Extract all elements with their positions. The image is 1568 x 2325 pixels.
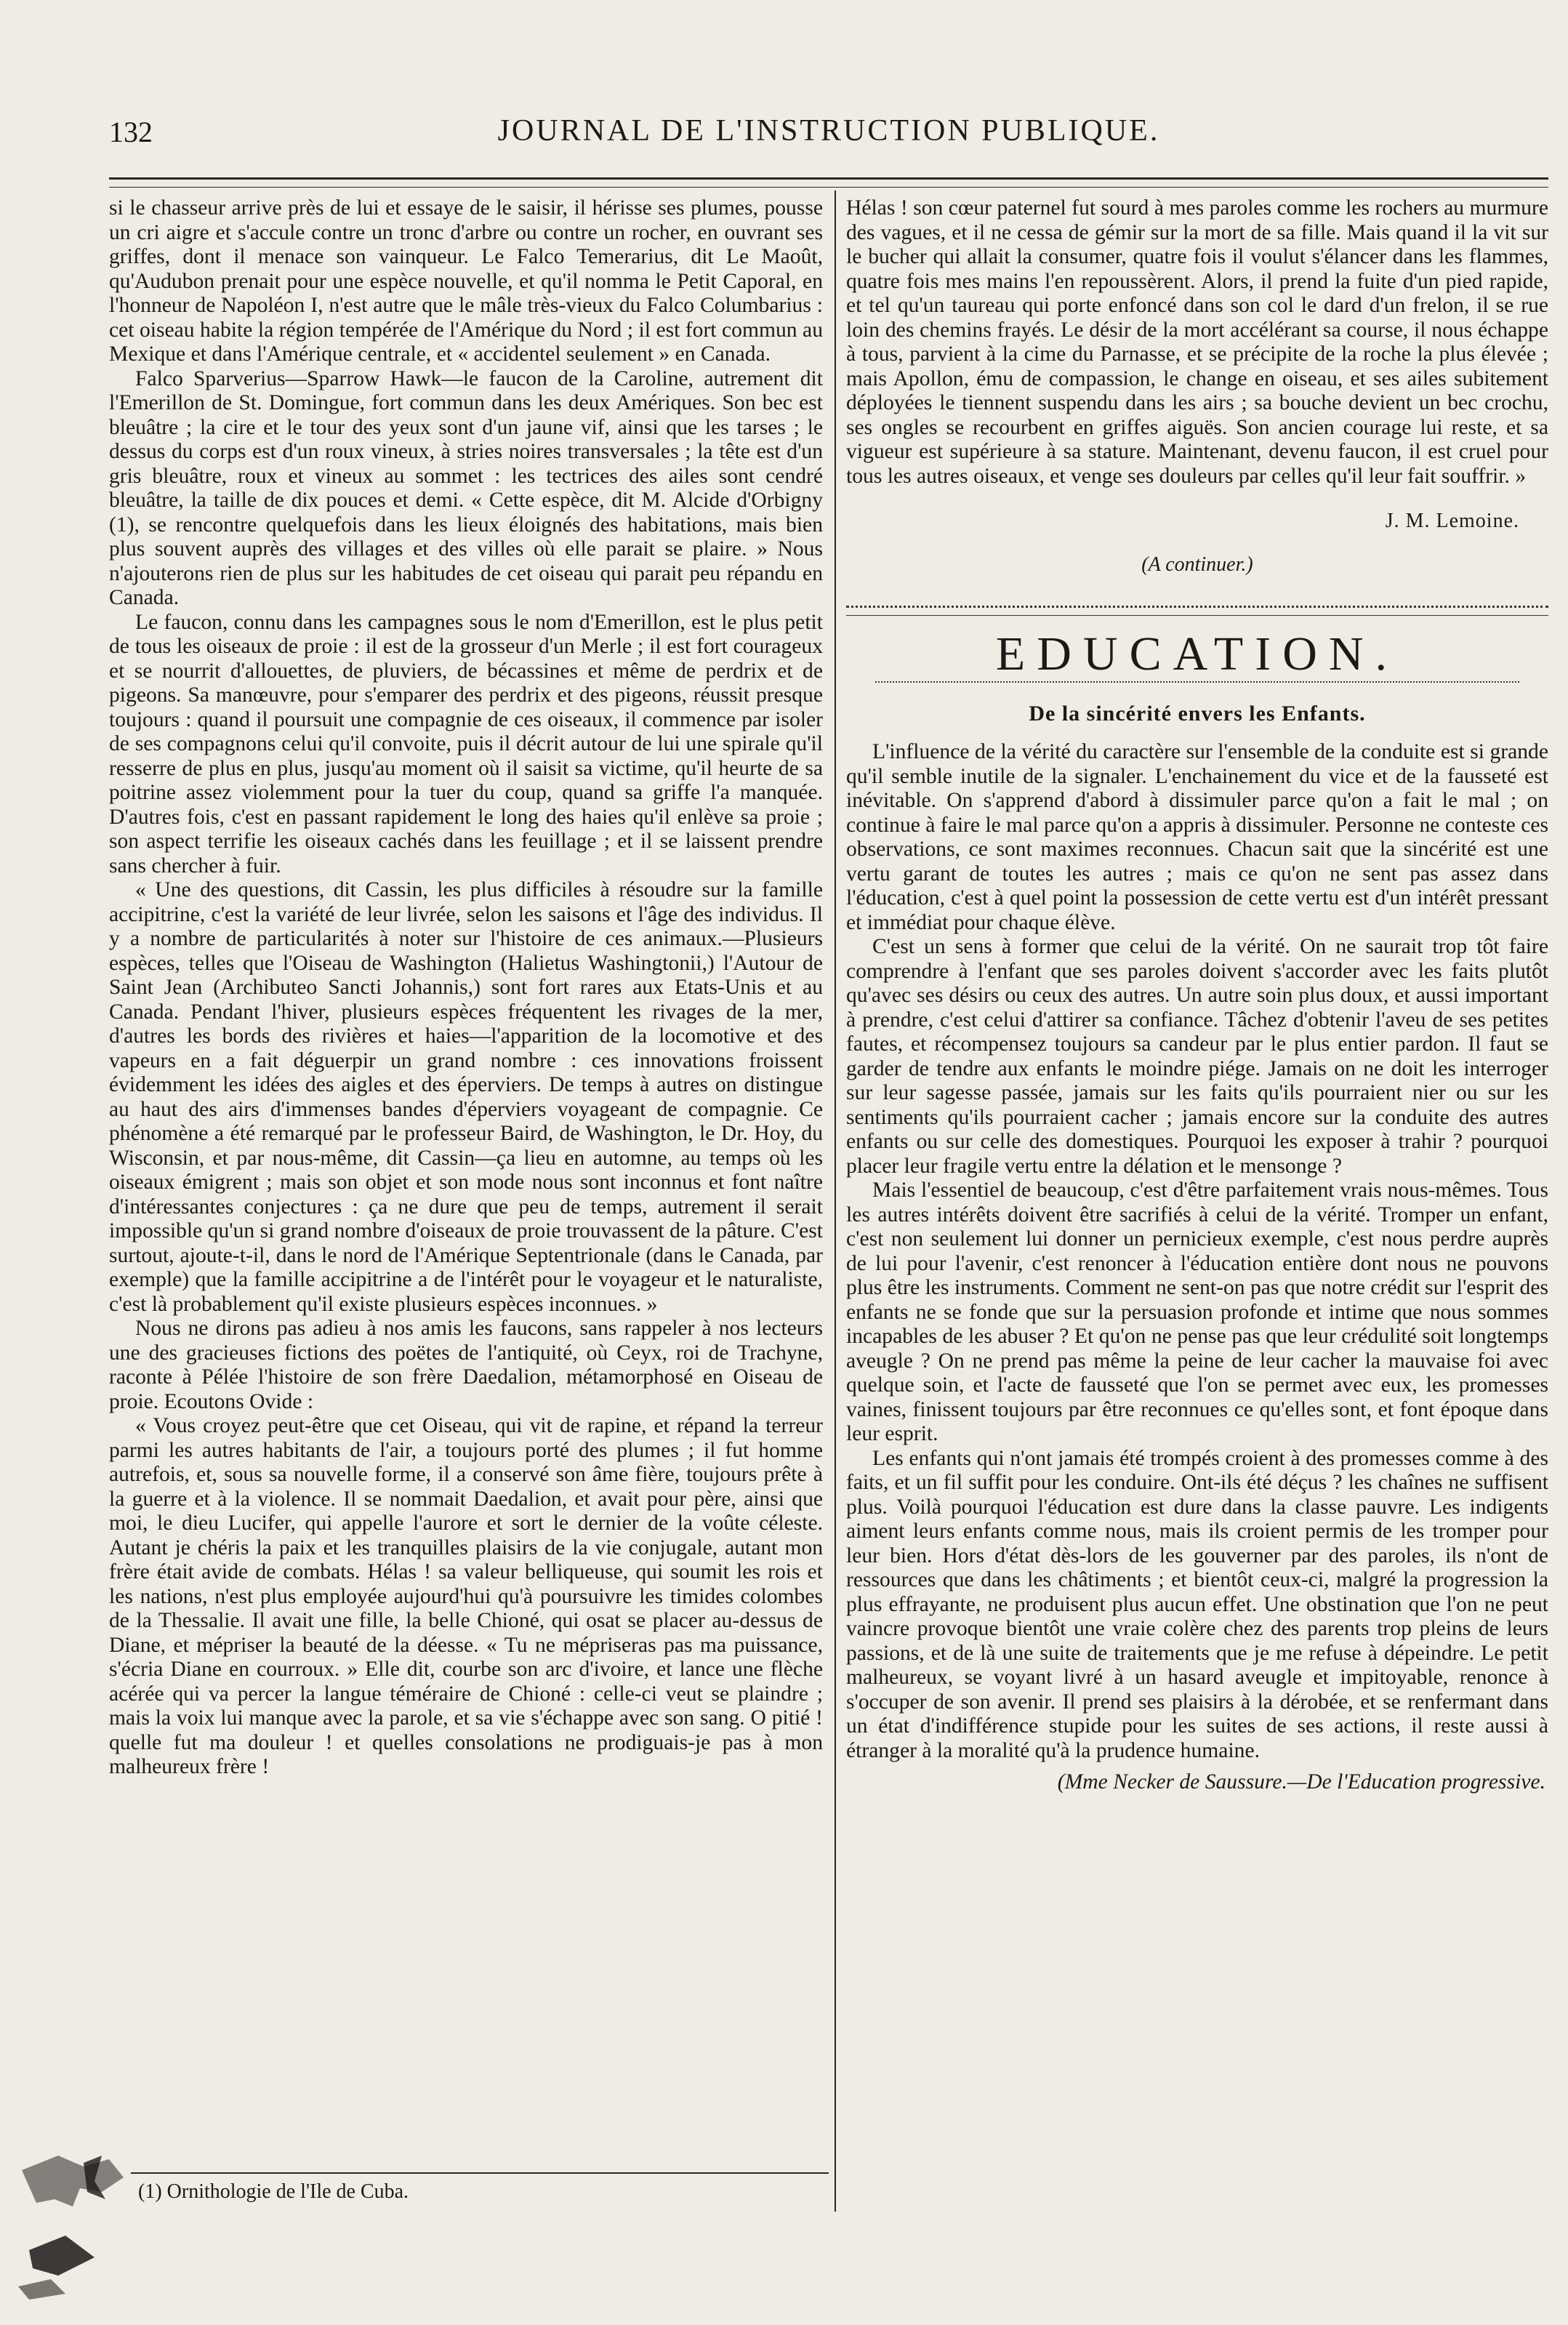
continued-note: (A continuer.)	[1141, 553, 1253, 576]
left-column	[109, 196, 823, 1780]
title-rule	[875, 681, 1519, 683]
education-paragraph: Mais l'essentiel de beaucoup, c'est d'être parfaitement vrais nous-mêmes. Tous les autres intérêts doivent être sacrifiés à celui de la vérité. Tromper un enfant, c'est non seulement lui donner un pernicieux exemple, c'est nous perdre auprès de lui pour l'avenir, c'est renoncer à l'éducation entière dont nous ne pouvons plus être les instruments. Comment ne sent-on pas que notre crédit sur l'esprit des enfants ne se fonde que sur la persuasion profonde et intime que nous sommes incapables de les abuser ? Et qu'on ne pense pas que leur crédulité soit longtemps aveugle ? On ne prend pas même la peine de leur cacher la mauvaise foi avec quelque soin, et l'acte de fausseté que l'on se permet avec eux, les promesses vaines, finissent toujours par être reconnues ce qu'elles sont, et font époque dans leur esprit.	[846, 1178, 1548, 1445]
left-paragraph: Nous ne dirons pas adieu à nos amis les faucons, sans rappeler à nos lecteurs une des gracieuses fictions des poëtes de l'antiquité, où Ceyx, roi de Trachyne, raconte à Pélée l'histoire de son frère Daedalion, métamorphosé en Oiseau de proie. Ecoutons Ovide :	[109, 1317, 823, 1413]
section-rule	[846, 606, 1548, 616]
left-paragraph: Falco Sparverius—Sparrow Hawk—le faucon de la Caroline, autrement dit l'Emerillon de St. Domingue, fort commun dans les deux Amériques. Son bec est bleuâtre ; la cire et le tour des yeux sont d'un jaune vif, ainsi que les tarses ; le dessus du corps est d'un roux vineux, à stries noires transversales ; la tête est d'un gris bleuâtre, roux et vineux au sommet : les tectrices des ailes sont cendré bleuâtre, la taille de dix pouces et demi. « Cette espèce, dit M. Alcide d'Orbigny (1), se rencontre quelquefois dans les lieux éloignés des habitations, mais bien plus souvent auprès des villages et des villes où elle parait se plaire. » Nous n'ajouterons rien de plus sur les habitudes de cet oiseau qui parait peu répandu en Canada.	[109, 366, 823, 609]
left-paragraph: Le faucon, connu dans les campagnes sous le nom d'Emerillon, est le plus petit de tous les oiseaux de proie : il est de la grosseur d'un Merle ; il est fort courageux et se nourrit d'allouettes, de pluviers, de bécassines et même de perdrix et de pigeons. Sa manœuvre, pour s'emparer des perdrix et des pigeons, réussit presque toujours : quand il poursuit une compagnie de ces oiseaux, il commence par isoler de ses compagnons celui qu'il convoite, puis il décrit autour de lui une spirale qu'il resserre de plus en plus, jusqu'au moment où il saisit sa victime, qu'il heurte de sa poitrine assez violemment pour la tuer du coup, quand sa griffe l'a manquée. D'autres fois, c'est en passant rapidement le long des haies qu'il enlève sa proie ; son aspect terrifie les oiseaux cachés dans les feuillage ; et il se laissent prendre sans chercher à fuir.	[109, 610, 823, 878]
article-title: De la sincérité envers les Enfants.	[1029, 701, 1366, 726]
education-paragraph: L'influence de la vérité du caractère sur l'ensemble de la conduite est si grande qu'il semble inutile de la signaler. L'enchainement du vice et de la fausseté est inévitable. On s'apprend d'abord à dissimuler parce qu'on a fait le mal ; on continue à faire le mal parce qu'on a appris à dissimuler. Personne ne conteste ces observations, ce sont maximes reconnues. Chacun sait que la sincérité est une vertu garant de toutes les autres ; mais ce qu'on ne sent pas assez dans l'éducation, c'est à quel point la possession de cette vertu est d'un intérêt pressant et immédiat pour chaque élève.	[846, 740, 1548, 934]
footnote-rule	[131, 2172, 829, 2174]
left-paragraph: « Vous croyez peut-être que cet Oiseau, qui vit de rapine, et répand la terreur parmi les autres habitants de l'air, a toujours porté des plumes ; il fut homme autrefois, et, sous sa nouvelle forme, il a conservé son âme fière, toujours prête à la guerre et à la violence. Il se nommait Daedalion, et avait pour père, ainsi que moi, le dieu Lucifer, qui appelle l'aurore et sort le dernier de la voûte céleste. Autant je chéris la paix et les tranquilles plaisirs de la vie conjugale, autant mon frère était avide de combats. Hélas ! sa valeur belliqueuse, qui soumit les rois et les nations, n'est plus employée aujourd'hui qu'à poursuivre les timides colombes de la Thessalie. Il avait une fille, la belle Chioné, qui osat se placer au-dessus de Diane, et mépriser la beauté de la déesse. « Tu ne mépriseras pas ma puissance, s'écria Diane en courroux. » Elle dit, courbe son arc d'ivoire, et lance une flèche acérée qui va percer la langue téméraire de Chioné : celle-ci veut se plaindre ; mais la voix lui manque avec la parole, et sa vie s'échappe avec son sang. O pitié ! quelle fut ma douleur ! et quelles consolations ne prodiguais-je pas à mon malheureux frère !	[109, 1414, 823, 1778]
right-top-paragraph: Hélas ! son cœur paternel fut sourd à mes paroles comme les rochers au murmure des vagues, et il ne cessa de gémir sur la mort de sa fille. Mais quand il la vit sur le bucher qui allait la consumer, quatre fois il voulut s'élancer dans les flammes, quatre fois mes mains l'en repoussèrent. Alors, il prend la fuite d'un pied rapide, et tel qu'un taureau qui porte enfoncé dans son col le dard d'un frelon, il se rue loin des chemins frayés. Le désir de la mort accélérant sa course, il nous échappe à tous, parvient à la cime du Parnasse, et se précipite de la roche la plus élevée ; mais Apollon, ému de compassion, le change en oiseau, et ses ailes subitement déployées le tiennent suspendu dans les airs ; sa bouche devient un bec crochu, ses ongles se recourbent en griffes aiguës. Son ancien courage lui reste, et sa vigueur est supérieure à sa stature. Maintenant, devenu faucon, il est cruel pour tous les autres oiseaux, et venge ses douleurs par celles qu'il leur fait souffrir. »	[846, 196, 1548, 488]
attribution: (Mme Necker de Saussure.—De l'Education progressive.	[1057, 1770, 1545, 1794]
education-paragraph: C'est un sens à former que celui de la vérité. On ne saurait trop tôt faire comprendre à l'enfant que ses paroles doivent s'accorder avec les faits plutôt qu'avec ses désirs ou ceux des autres. Un autre soin plus doux, et aussi important à prendre, c'est celui d'attirer sa confiance. Tâchez d'obtenir l'aveu de ses petites fautes, et récompensez toujours sa candeur par le plus entier pardon. Il faut se garder de tendre aux enfants le moindre piége. Jamais on ne doit les interroger sur leur sagesse passée, jamais sur les faits qu'ils pourraient nier ou sur les sentiments qu'ils pourraient cacher ; jamais encore sur la conduite des autres enfants ou sur celle des domestiques. Pourquoi les exposer à trahir ? pourquoi placer leur fragile vertu entre la délation et le mensonge ?	[846, 935, 1548, 1178]
header-rule	[109, 177, 1548, 188]
journal-title: JOURNAL DE L'INSTRUCTION PUBLIQUE.	[497, 114, 1160, 148]
education-paragraph: Les enfants qui n'ont jamais été trompés croient à des promesses comme à des faits, et un fil suffit pour les conduire. Ont-ils été déçus ? les chaînes ne suffisent plus. Voilà pourquoi l'éducation est dure dans la classe pauvre. Les indigents aiment leurs enfants comme nous, mais ils croient permis de les tromper pour leur bien. Hors d'état dès-lors de les gouverner par des paroles, ils n'ont de ressources que dans les châtiments ; et bientôt ceux-ci, malgré la progression la plus effrayante, ne produisent plus aucun effet. Une obstination que l'on ne peut vaincre provoque bientôt une vraie colère chez des parents trop pleins de leurs passions, et de là une suite de traitements que je me refuse à dépeindre. Le petit malheureux, se voyant livré à un hasard aveugle et impitoyable, renonce à s'occuper de son avenir. Il prend ses plaisirs à la dérobée, et se renfermant dans un état d'indifférence stupide pour les suites de ses actions, il reste aussi à étranger à la moralité qu'à la prudence humaine.	[846, 1446, 1548, 1762]
left-paragraph: « Une des questions, dit Cassin, les plus difficiles à résoudre sur la famille accipitrine, c'est la variété de leur livrée, selon les saisons et l'âge des individus. Il y a nombre de particularités à noter sur l'histoire de ces animaux.—Plusieurs espèces, telles que l'Oiseau de Washington (Halietus Washingtonii,) l'Autour de Saint Jean (Archibuteo Sancti Johannis,) sont fort rares aux Etats-Unis et au Canada. Pendant l'hiver, plusieurs espèces fréquentent les rivages de la mer, d'autres les bords des rivières et haies—l'apparition de la locomotive et des vapeurs en a fait déguerpir un grand nombre : ces innovations froissent évidemment les idées des aigles et des éperviers. De temps à autres on distingue au haut des airs d'immenses bandes d'éperviers voyageant de compagnie. Ce phénomène a été remarqué par le professeur Baird, de Washington, le Dr. Hoy, du Wisconsin, et par nous-même, dit Cassin—ça lieu en automne, au temps où les oiseaux émigrent ; mais son objet et son mode nous sont inconnus et font naître d'intéressantes conjectures : ça ne dure que peu de temps, autrement il serait impossible qu'un si grand nombre d'oiseaux de proie trouvassent de la pâture. C'est surtout, ajoute-t-il, dans le nord de l'Amérique Septentrionale (dans le Canada, par exemple) que la famille accipitrine a de l'intérêt pour le voyageur et le naturaliste, c'est là probablement qu'il existe plusieurs espèces inconnues. »	[109, 878, 823, 1316]
left-paragraph: si le chasseur arrive près de lui et essaye de le saisir, il hérisse ses plumes, pousse un cri aigre et s'accule contre un tronc d'arbre ou contre un rocher, en ouvrant ses griffes, dont il menace son vainqueur. Le Falco Temerarius, dit Le Maoût, qu'Audubon prenait pour une espèce nouvelle, et qu'il nomma le Petit Caporal, en l'honneur de Napoléon I, n'est autre que le mâle très-vieux du Falco Columbarius : cet oiseau habite la région tempérée de l'Amérique du Nord ; il est fort commun au Mexique et dans l'Amérique centrale, et « accidentel seulement » en Canada.	[109, 196, 823, 366]
footnote: (1) Ornithologie de l'Ile de Cuba.	[138, 2180, 409, 2203]
signature: J. M. Lemoine.	[1385, 510, 1519, 532]
column-divider	[835, 190, 836, 2212]
section-title: EDUCATION.	[995, 627, 1399, 680]
ink-stamp-mark	[15, 2148, 153, 2301]
right-column	[846, 196, 1548, 1795]
page-number: 132	[109, 116, 153, 148]
page-header	[109, 109, 1548, 160]
